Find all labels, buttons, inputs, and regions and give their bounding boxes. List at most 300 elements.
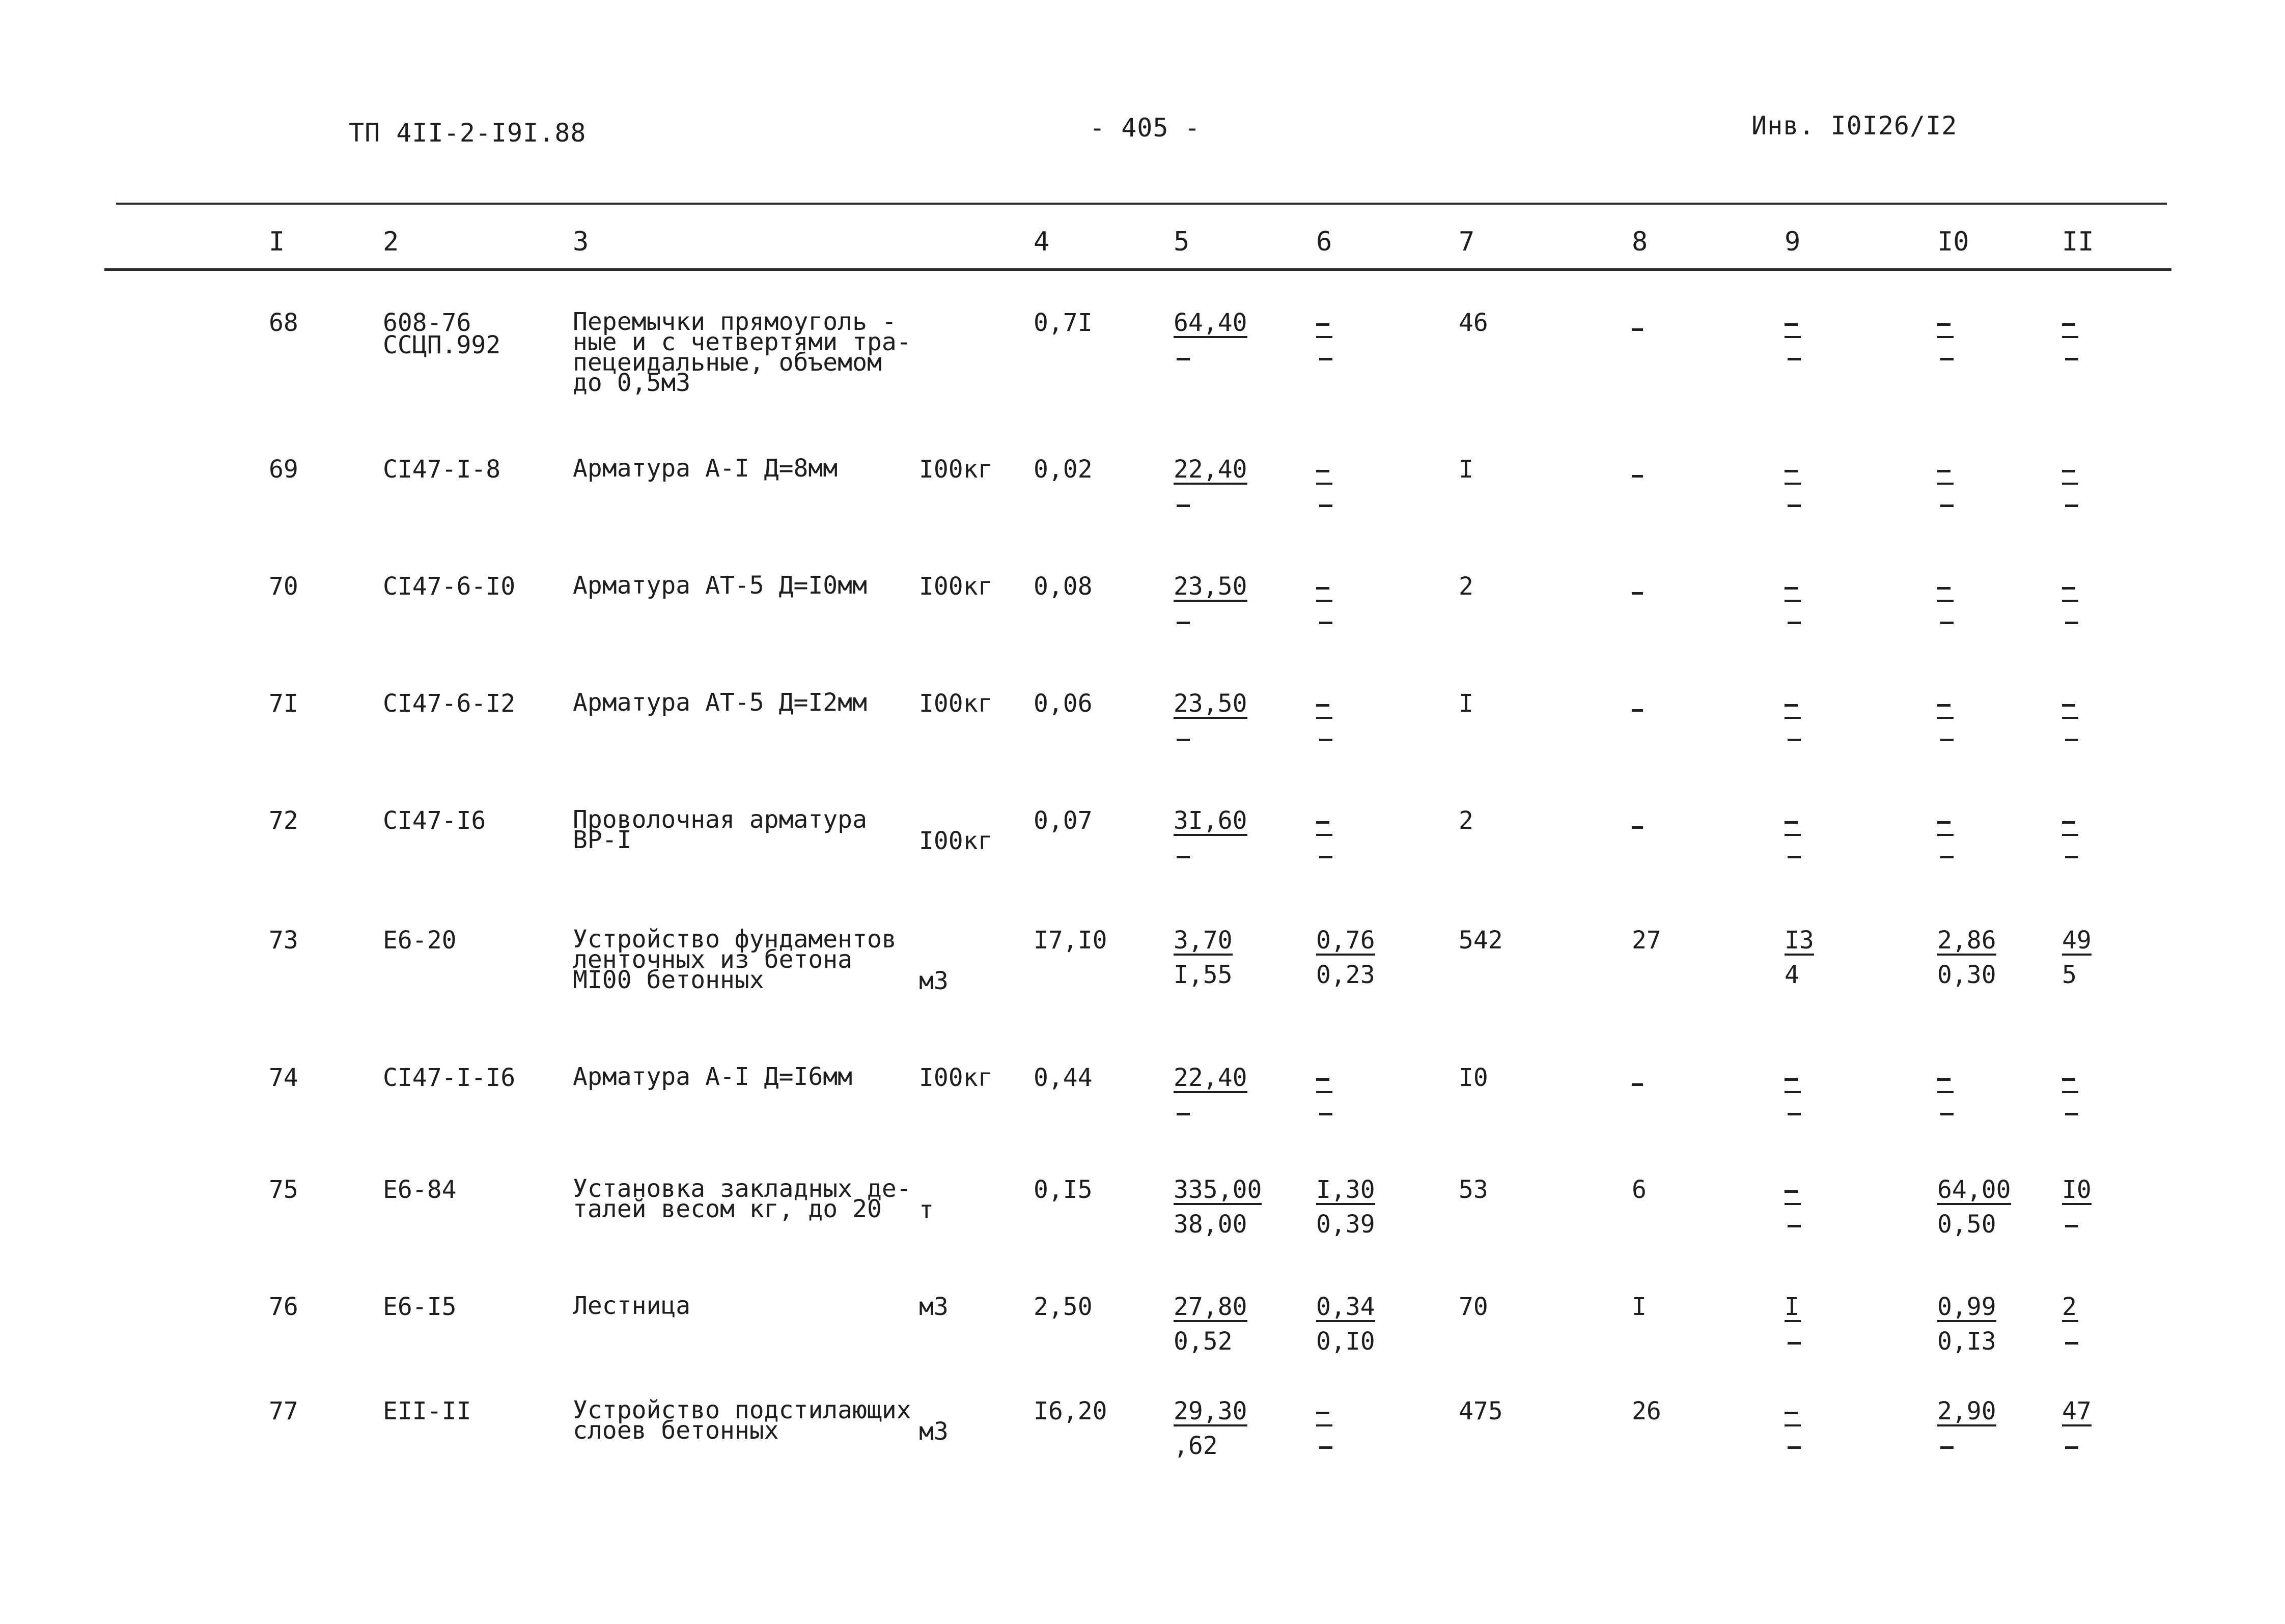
table-row	[0, 307, 2285, 397]
value-col-8	[1632, 312, 1643, 334]
cost-col-5-denominator	[1174, 485, 1247, 515]
value-col-11	[2062, 1293, 2078, 1353]
cost-col-6	[1316, 809, 1332, 866]
dash-mark	[2065, 1342, 2078, 1345]
dash-mark	[1319, 1113, 1332, 1115]
value-col-10	[1937, 1067, 1954, 1124]
quantity: 2,50	[1034, 1293, 1093, 1321]
cost-col-6-numerator	[1316, 312, 1332, 338]
value-col-7: 46	[1459, 309, 1488, 337]
value-col-10	[1937, 1397, 1996, 1457]
value-col-9	[1785, 809, 1801, 866]
value-col-11-denominator	[2062, 485, 2078, 515]
cost-col-5-numerator: 29,30	[1174, 1397, 1247, 1425]
dash-mark	[1177, 622, 1190, 624]
value-col-11	[2062, 692, 2078, 749]
dash-mark	[1788, 622, 1801, 624]
dash-mark	[1785, 704, 1798, 707]
cost-col-6-denominator	[1316, 836, 1332, 866]
cost-col-6-denominator: 0,I0	[1316, 1327, 1375, 1356]
value-col-10-denominator	[1937, 338, 1954, 369]
cost-col-6-numerator: 0,34	[1316, 1293, 1375, 1321]
value-col-11-numerator	[2062, 312, 2078, 338]
dash-mark	[1319, 1446, 1332, 1449]
value-col-8: 27	[1632, 926, 1661, 955]
value-col-11-denominator	[2062, 1205, 2092, 1236]
table-row	[0, 805, 2285, 855]
dash-mark	[1785, 1078, 1798, 1081]
value-col-10-numerator: 64,00	[1937, 1175, 2011, 1204]
dash-mark	[2065, 622, 2078, 624]
unit: т	[919, 1196, 934, 1224]
quantity: 0,07	[1034, 806, 1093, 835]
value-col-9-denominator	[1785, 1426, 1801, 1457]
cost-col-6-denominator	[1316, 719, 1332, 749]
header-bottom-rule	[104, 268, 2171, 271]
dash-mark	[1785, 323, 1798, 326]
value-col-9-denominator	[1785, 836, 1801, 866]
dash-mark	[1632, 592, 1643, 595]
value-col-11-numerator	[2062, 692, 2078, 719]
value-col-11-denominator	[2062, 1093, 2078, 1124]
value-col-9-denominator	[1785, 602, 1801, 632]
value-col-11-denominator	[2062, 1322, 2078, 1353]
cost-col-6-numerator	[1316, 692, 1332, 719]
dash-mark	[1785, 821, 1798, 824]
dash-mark	[1788, 1113, 1801, 1115]
value-col-10	[1937, 1293, 1996, 1356]
unit: I00кг	[919, 455, 993, 484]
cost-col-6	[1316, 1293, 1375, 1356]
page-number: - 405 -	[1090, 113, 1201, 143]
table-row	[0, 571, 2285, 601]
cost-col-6-denominator	[1316, 602, 1332, 632]
column-number: 6	[1316, 227, 1332, 257]
dash-mark	[2062, 323, 2075, 326]
row-number: 70	[269, 572, 298, 601]
value-col-9-numerator: I	[1785, 1296, 1801, 1322]
value-col-11	[2062, 1067, 2078, 1124]
dash-mark	[1316, 470, 1329, 472]
value-col-11-denominator	[2062, 602, 2078, 632]
value-col-11	[2062, 575, 2078, 632]
cost-col-5-numerator: 64,40	[1174, 309, 1247, 337]
table-row	[0, 1292, 2285, 1356]
value-col-7: I	[1459, 689, 1473, 718]
row-number: 68	[269, 309, 298, 337]
dash-mark	[1788, 505, 1801, 507]
value-col-9-numerator	[1785, 1067, 1801, 1093]
norm-code: ЕII-II	[383, 1397, 471, 1425]
value-col-9	[1785, 458, 1801, 515]
dash-mark	[1177, 1113, 1190, 1115]
value-col-10-numerator	[1937, 1067, 1954, 1093]
value-col-9-numerator	[1785, 575, 1801, 602]
value-col-11-numerator: 49	[2062, 926, 2092, 955]
dash-mark	[1785, 470, 1798, 472]
value-col-10	[1937, 458, 1954, 515]
value-col-7: 542	[1459, 926, 1503, 955]
value-col-10-numerator	[1937, 458, 1954, 485]
column-number: 5	[1174, 227, 1190, 257]
value-col-11	[2062, 1397, 2092, 1457]
value-col-9-denominator	[1785, 719, 1801, 749]
row-number: 74	[269, 1063, 298, 1092]
cost-col-5-numerator: 3,70	[1174, 926, 1233, 955]
unit: м3	[919, 1293, 949, 1321]
table-row	[0, 688, 2285, 718]
value-col-9-numerator	[1785, 692, 1801, 719]
quantity: 0,44	[1034, 1063, 1093, 1092]
value-col-9	[1785, 575, 1801, 632]
table-row	[0, 1396, 2285, 1460]
unit: м3	[919, 1417, 949, 1446]
norm-code: СI47-6-I2	[383, 689, 516, 718]
value-col-9	[1785, 926, 1814, 989]
value-col-7: 70	[1459, 1293, 1488, 1321]
value-col-10-denominator	[1937, 836, 1954, 866]
value-col-9	[1785, 1067, 1801, 1124]
value-col-11	[2062, 809, 2078, 866]
dash-mark	[2065, 856, 2078, 858]
value-col-9	[1785, 312, 1801, 369]
value-col-8: 6	[1632, 1175, 1647, 1204]
cost-col-6-numerator	[1316, 575, 1332, 602]
cost-col-5	[1174, 1293, 1247, 1356]
value-col-10-denominator	[1937, 719, 1954, 749]
dash-mark	[1937, 587, 1950, 590]
value-col-11	[2062, 458, 2078, 515]
value-col-9-denominator	[1785, 1093, 1801, 1124]
column-number: I	[269, 227, 285, 257]
unit: м3	[919, 967, 949, 995]
document-code: ТП 4II-2-I9I.88	[349, 118, 587, 148]
quantity: 0,08	[1034, 572, 1093, 601]
work-name: Установка закладных де- талей весом кг, до 20	[573, 1174, 911, 1223]
cost-col-6-denominator: 0,23	[1316, 961, 1375, 989]
cost-col-6	[1316, 575, 1332, 632]
unit: I00кг	[919, 689, 993, 718]
dash-mark	[1316, 704, 1329, 707]
cost-col-5-denominator: 38,00	[1174, 1210, 1247, 1239]
work-name: Устройство подстилающих слоев бетонных	[573, 1396, 911, 1445]
cost-col-5-denominator	[1174, 719, 1247, 749]
dash-mark	[1785, 1412, 1798, 1414]
dash-mark	[1788, 1225, 1801, 1227]
cost-col-5-numerator: 23,50	[1174, 572, 1247, 601]
norm-code: Е6-84	[383, 1175, 457, 1204]
column-number: II	[2062, 227, 2094, 257]
cost-col-6-denominator	[1316, 338, 1332, 369]
dash-mark	[1177, 739, 1190, 741]
value-col-8	[1632, 458, 1643, 481]
value-col-9	[1785, 692, 1801, 749]
cost-col-5-denominator	[1174, 836, 1247, 866]
dash-mark	[1788, 739, 1801, 741]
dash-mark	[2062, 1078, 2075, 1081]
dash-mark	[2065, 1225, 2078, 1227]
value-col-10	[1937, 809, 1954, 866]
quantity: 0,7I	[1034, 309, 1093, 337]
cost-col-6-numerator	[1316, 809, 1332, 836]
norm-code: СI47-I-8	[383, 455, 501, 484]
norm-code: Е6-20	[383, 926, 457, 955]
value-col-10-numerator	[1937, 312, 1954, 338]
cost-col-5-numerator: 3I,60	[1174, 806, 1247, 835]
dash-mark	[1319, 739, 1332, 741]
dash-mark	[1937, 1078, 1950, 1081]
value-col-7: 2	[1459, 806, 1473, 835]
value-col-9-numerator: I3	[1785, 926, 1814, 955]
value-col-11	[2062, 926, 2092, 989]
value-col-10-denominator	[1937, 1426, 1996, 1457]
value-col-10-denominator	[1937, 602, 1954, 632]
value-col-8: I	[1632, 1293, 1647, 1321]
dash-mark	[1785, 587, 1798, 590]
work-name: Арматура АТ-5 Д=I2мм	[573, 688, 867, 717]
cost-col-5-denominator: 0,52	[1174, 1327, 1233, 1356]
value-col-9-numerator	[1785, 1400, 1801, 1426]
cost-col-6-numerator: I,30	[1316, 1175, 1375, 1204]
norm-code: Е6-I5	[383, 1293, 457, 1321]
value-col-9	[1785, 1400, 1801, 1457]
value-col-10-denominator: 0,50	[1937, 1210, 1996, 1239]
value-col-9-numerator	[1785, 809, 1801, 836]
value-col-10	[1937, 926, 1996, 989]
column-number: I0	[1937, 227, 1969, 257]
row-number: 69	[269, 455, 298, 484]
dash-mark	[1937, 470, 1950, 472]
cost-col-5-numerator: 23,50	[1174, 689, 1247, 718]
dash-mark	[1319, 856, 1332, 858]
norm-code: СI47-I-I6	[383, 1063, 516, 1092]
cost-col-5-denominator: I,55	[1174, 961, 1233, 989]
value-col-10-denominator	[1937, 1093, 1954, 1124]
dash-mark	[1316, 1412, 1329, 1414]
dash-mark	[1319, 622, 1332, 624]
dash-mark	[1632, 709, 1643, 712]
dash-mark	[2065, 358, 2078, 360]
dash-mark	[2065, 1113, 2078, 1115]
dash-mark	[1632, 328, 1643, 331]
value-col-11-numerator	[2062, 1067, 2078, 1093]
value-col-11	[2062, 1175, 2092, 1236]
cost-col-6-denominator	[1316, 485, 1332, 515]
cost-col-6	[1316, 1400, 1332, 1457]
dash-mark	[1940, 1113, 1954, 1115]
cost-col-5	[1174, 572, 1247, 632]
value-col-8	[1632, 1067, 1643, 1089]
dash-mark	[1788, 1446, 1801, 1449]
value-col-9-numerator	[1785, 1179, 1801, 1205]
value-col-11-numerator	[2062, 809, 2078, 836]
value-col-7: 2	[1459, 572, 1473, 601]
dash-mark	[1937, 704, 1950, 707]
dash-mark	[2062, 704, 2075, 707]
cost-col-5-numerator: 335,00	[1174, 1175, 1262, 1204]
norm-code: 608-76 ССЦП.992	[383, 309, 501, 359]
value-col-11-denominator	[2062, 719, 2078, 749]
column-number: 7	[1459, 227, 1475, 257]
value-col-9	[1785, 1293, 1801, 1353]
cost-col-5	[1174, 1397, 1247, 1460]
cost-col-6-numerator	[1316, 458, 1332, 485]
work-name: Перемычки прямоуголь - ные и с четвертями тра- пецеидальные, объемом до 0,5м3	[573, 307, 911, 397]
value-col-10-numerator: 2,86	[1937, 926, 1996, 955]
quantity: 0,02	[1034, 455, 1093, 484]
value-col-11-numerator: I0	[2062, 1175, 2092, 1204]
value-col-11-denominator	[2062, 338, 2078, 369]
value-col-9-denominator	[1785, 1322, 1801, 1353]
cost-col-5	[1174, 806, 1247, 866]
value-col-11-numerator: 47	[2062, 1397, 2092, 1425]
cost-col-6	[1316, 926, 1375, 989]
cost-col-6-denominator	[1316, 1093, 1332, 1124]
dash-mark	[1937, 323, 1950, 326]
table-row	[0, 1174, 2285, 1239]
quantity: 0,06	[1034, 689, 1093, 718]
value-col-7: 475	[1459, 1397, 1503, 1425]
value-col-11-numerator	[2062, 575, 2078, 602]
value-col-7: I	[1459, 455, 1473, 484]
inventory-number: Инв. I0I26/I2	[1751, 111, 1958, 141]
value-col-10-numerator: 0,99	[1937, 1293, 1996, 1321]
value-col-11	[2062, 312, 2078, 369]
column-number: 9	[1785, 227, 1801, 257]
dash-mark	[1316, 587, 1329, 590]
cost-col-5-denominator: ,62	[1174, 1432, 1218, 1460]
value-col-9-denominator	[1785, 485, 1801, 515]
dash-mark	[1788, 1342, 1801, 1345]
unit: I00кг	[919, 827, 993, 855]
cost-col-6	[1316, 312, 1332, 369]
row-number: 77	[269, 1397, 298, 1425]
value-col-11-numerator	[2062, 458, 2078, 485]
work-name: Арматура АТ-5 Д=I0мм	[573, 571, 867, 600]
dash-mark	[1177, 358, 1190, 360]
dash-mark	[1632, 826, 1643, 829]
dash-mark	[1940, 1446, 1954, 1449]
dash-mark	[2062, 821, 2075, 824]
work-name: Арматура А-I Д=8мм	[573, 454, 838, 483]
value-col-9	[1785, 1179, 1801, 1236]
table-row	[0, 1062, 2285, 1092]
value-col-10	[1937, 692, 1954, 749]
cost-col-5	[1174, 689, 1247, 749]
cost-col-6	[1316, 1175, 1375, 1239]
cost-col-5-numerator: 22,40	[1174, 455, 1247, 484]
cost-col-6	[1316, 692, 1332, 749]
value-col-10-denominator: 0,30	[1937, 961, 1996, 989]
cost-col-6-numerator	[1316, 1400, 1332, 1426]
quantity: I6,20	[1034, 1397, 1107, 1425]
value-col-9-numerator	[1785, 312, 1801, 338]
value-col-10-numerator	[1937, 692, 1954, 719]
quantity: 0,I5	[1034, 1175, 1093, 1204]
value-col-10	[1937, 575, 1954, 632]
dash-mark	[1940, 622, 1954, 624]
quantity: I7,I0	[1034, 926, 1107, 955]
dash-mark	[1177, 505, 1190, 507]
dash-mark	[2062, 587, 2075, 590]
table-row	[0, 925, 2285, 995]
dash-mark	[1316, 1078, 1329, 1081]
value-col-10-denominator	[1937, 485, 1954, 515]
dash-mark	[2065, 1446, 2078, 1449]
value-col-11-denominator: 5	[2062, 961, 2077, 989]
norm-code: СI47-I6	[383, 806, 486, 835]
cost-col-6	[1316, 1067, 1332, 1124]
value-col-10-numerator	[1937, 809, 1954, 836]
dash-mark	[1632, 475, 1643, 478]
row-number: 75	[269, 1175, 298, 1204]
work-name: Устройство фундаментов ленточных из бетона МI00 бетонных	[573, 925, 897, 994]
value-col-10-numerator	[1937, 575, 1954, 602]
cost-col-5-denominator	[1174, 1093, 1247, 1124]
norm-code: СI47-6-I0	[383, 572, 516, 601]
dash-mark	[1940, 739, 1954, 741]
value-col-9-denominator	[1785, 1205, 1801, 1236]
value-col-8	[1632, 575, 1643, 598]
value-col-9-numerator	[1785, 458, 1801, 485]
value-col-7: I0	[1459, 1063, 1488, 1092]
work-name: Проволочная арматура ВР-I	[573, 805, 867, 854]
cost-col-6-denominator: 0,39	[1316, 1210, 1375, 1239]
value-col-9-denominator: 4	[1785, 961, 1799, 989]
dash-mark	[1632, 1083, 1643, 1086]
column-number: 2	[383, 227, 399, 257]
dash-mark	[1177, 856, 1190, 858]
value-col-10-numerator: 2,90	[1937, 1397, 1996, 1425]
column-number: 4	[1034, 227, 1050, 257]
unit: I00кг	[919, 572, 993, 601]
dash-mark	[2065, 505, 2078, 507]
cost-col-5	[1174, 1175, 1262, 1239]
row-number: 72	[269, 806, 298, 835]
dash-mark	[2062, 470, 2075, 472]
dash-mark	[1319, 505, 1332, 507]
column-number: 8	[1632, 227, 1648, 257]
dash-mark	[1316, 821, 1329, 824]
value-col-8	[1632, 809, 1643, 832]
cost-col-6	[1316, 458, 1332, 515]
cost-col-5	[1174, 309, 1247, 369]
value-col-8: 26	[1632, 1397, 1661, 1425]
dash-mark	[1785, 1190, 1798, 1193]
cost-col-6-denominator	[1316, 1426, 1332, 1457]
cost-col-5-denominator	[1174, 338, 1247, 369]
value-col-9-denominator	[1785, 338, 1801, 369]
value-col-7: 53	[1459, 1175, 1488, 1204]
value-col-11-denominator	[2062, 1426, 2092, 1457]
dash-mark	[1940, 856, 1954, 858]
row-number: 7I	[269, 689, 298, 718]
cost-col-5-denominator	[1174, 602, 1247, 632]
value-col-10	[1937, 1175, 2011, 1239]
value-col-11-numerator: 2	[2062, 1296, 2078, 1322]
dash-mark	[1319, 358, 1332, 360]
dash-mark	[1788, 856, 1801, 858]
dash-mark	[1937, 821, 1950, 824]
dash-mark	[1940, 358, 1954, 360]
value-col-8	[1632, 692, 1643, 715]
cost-col-5-numerator: 22,40	[1174, 1063, 1247, 1092]
dash-mark	[1940, 505, 1954, 507]
dash-mark	[1788, 358, 1801, 360]
cost-col-5	[1174, 926, 1233, 989]
table-row	[0, 454, 2285, 484]
value-col-10	[1937, 312, 1954, 369]
